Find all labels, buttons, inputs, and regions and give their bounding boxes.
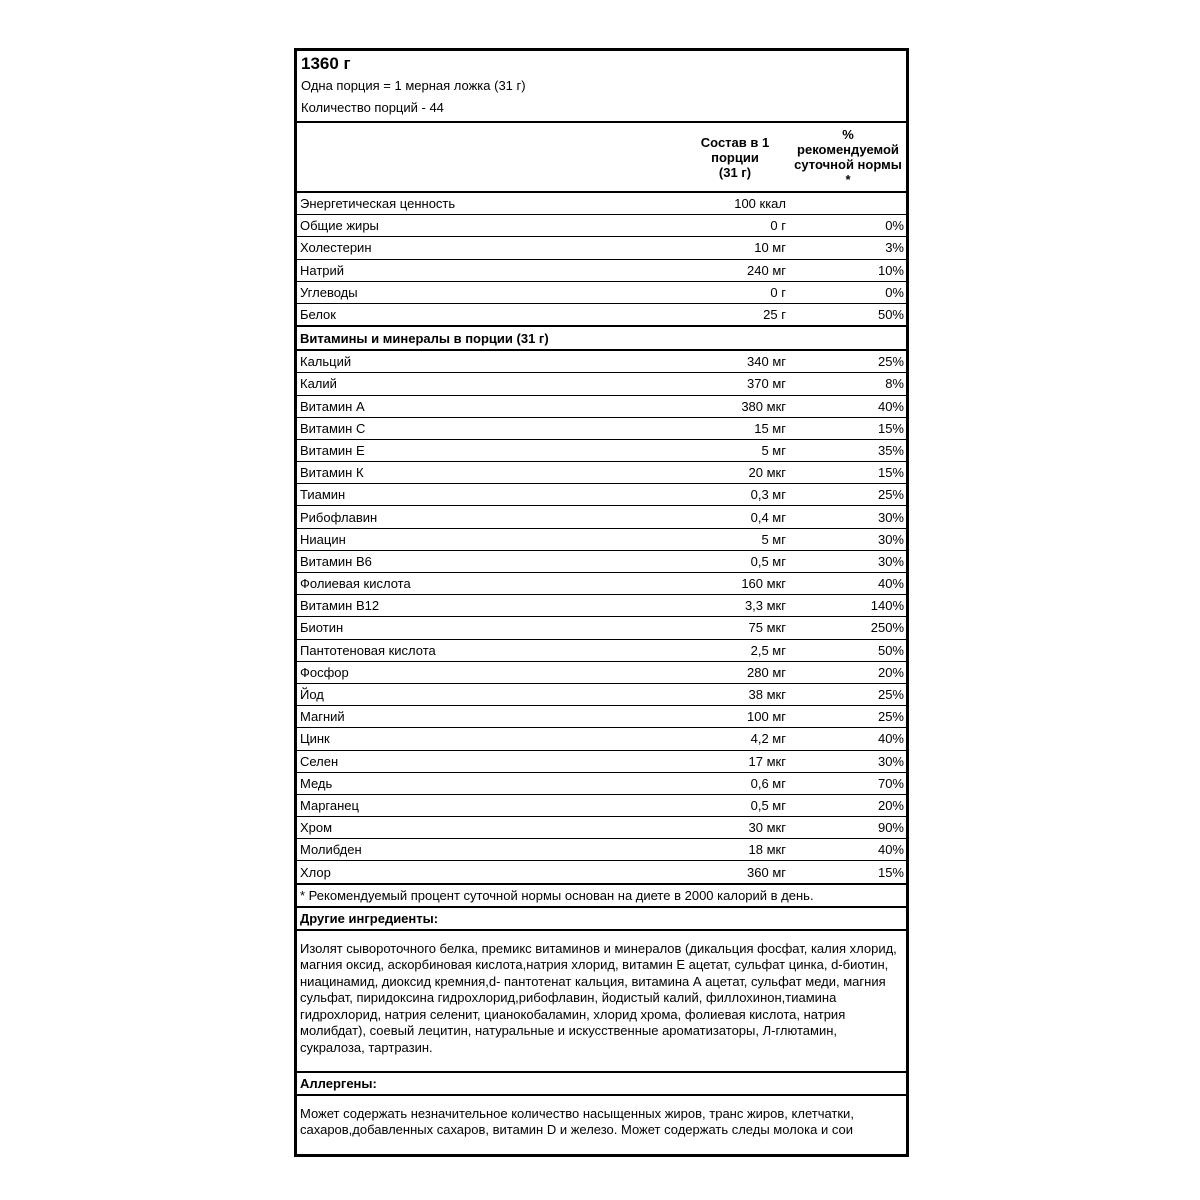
nutrient-amount: 0,6 мг (750, 775, 786, 791)
table-row (297, 282, 906, 304)
column-headers (297, 123, 906, 193)
nutrient-daily-value: 25% (877, 487, 904, 503)
nutrient-name: Витамин В12 (300, 598, 380, 614)
table-row (297, 861, 906, 884)
nutrient-name: Фосфор (300, 664, 349, 680)
nutrient-name: Натрий (300, 262, 345, 278)
nutrient-name: Витамин В6 (300, 553, 372, 569)
nutrient-amount: 100 ккал (734, 196, 786, 212)
nutrient-amount: 0,5 мг (750, 553, 786, 569)
table-row (297, 839, 906, 861)
nutrient-daily-value: 25% (877, 354, 904, 370)
nutrient-daily-value: 40% (877, 576, 904, 592)
label-header (297, 51, 906, 123)
amount-column-header (680, 123, 790, 191)
nutrient-name: Углеводы (300, 284, 358, 300)
nutrient-daily-value: 30% (877, 753, 904, 769)
nutrient-name: Магний (300, 709, 345, 725)
nutrient-name: Селен (300, 753, 339, 769)
table-row (297, 304, 906, 327)
nutrient-name: Молибден (300, 842, 362, 858)
nutrient-name: Хром (300, 820, 333, 836)
table-row (297, 351, 906, 373)
nutrient-daily-value: 90% (877, 820, 904, 836)
nutrient-amount: 240 мг (747, 262, 786, 278)
vitamin-rows (297, 351, 906, 885)
table-row (297, 795, 906, 817)
table-row (297, 640, 906, 662)
nutrition-label (294, 48, 909, 1157)
nutrient-amount: 0,4 мг (750, 509, 786, 525)
nutrient-amount: 10 мг (754, 240, 786, 256)
nutrient-daily-value: 50% (877, 642, 904, 658)
nutrient-amount: 0 г (770, 284, 786, 300)
nutrient-daily-value: 40% (877, 842, 904, 858)
nutrient-name: Витамин С (300, 420, 366, 436)
nutrient-name: Холестерин (300, 240, 372, 256)
nutrient-amount: 5 мг (761, 531, 786, 547)
daily-header-line: % (842, 127, 854, 142)
nutrient-name: Энергетическая ценность (300, 196, 456, 212)
nutrient-daily-value: 25% (877, 687, 904, 703)
nutrient-amount: 3,3 мкг (744, 598, 786, 614)
table-row (297, 706, 906, 728)
daily-header-line: рекомендуемой (797, 142, 899, 157)
nutrient-name: Цинк (300, 731, 330, 747)
table-row (297, 396, 906, 418)
table-row (297, 193, 906, 215)
nutrient-daily-value: 250% (870, 620, 904, 636)
nutrient-amount: 0,5 мг (750, 797, 786, 813)
name-column-header (297, 123, 680, 191)
amount-header-line: (31 г) (718, 164, 752, 180)
nutrient-amount: 160 мкг (741, 576, 786, 592)
table-row (297, 728, 906, 750)
daily-header-line: * (845, 172, 851, 187)
nutrient-amount: 100 мг (747, 709, 786, 725)
table-row (297, 506, 906, 528)
nutrient-daily-value: 8% (885, 376, 904, 392)
nutrient-amount: 2,5 мг (750, 642, 786, 658)
nutrient-name: Йод (300, 687, 324, 703)
nutrient-daily-value: 25% (877, 709, 904, 725)
nutrient-daily-value: 15% (877, 465, 904, 481)
nutrient-name: Кальций (300, 354, 352, 370)
amount-header-line: Состав в 1 (700, 134, 770, 150)
nutrient-amount: 380 мкг (741, 398, 786, 414)
nutrient-name: Биотин (300, 620, 344, 636)
table-row (297, 418, 906, 440)
servings-count: Количество порций - 44 (301, 100, 444, 115)
nutrient-amount: 75 мкг (748, 620, 786, 636)
daily-value-footnote: * Рекомендуемый процент суточной нормы основан на диете в 2000 калорий в день. (297, 885, 906, 908)
table-row (297, 751, 906, 773)
nutrient-daily-value: 20% (877, 664, 904, 680)
nutrient-name: Калий (300, 376, 337, 392)
nutrient-name: Хлор (300, 864, 331, 880)
nutrient-amount: 360 мг (747, 864, 786, 880)
ingredients-text: Изолят сывороточного белка, премикс витаминов и минералов (дикальция фосфат, калия хлорид, магния оксид, аскорбиновая кислота,натрия хлорид, витамин Е ацетат, сульфат цинка, d-биотин, ниацинамид, диоксид кремния,d- пантотенат кальция, витамина А ацетат, сульфат меди, магния сульфат, пиридоксина гидрохлорид,рибофлавин, йодистый калий, филлохинон,тиамина гидрохлорид, натрия селенит, цианокобаламин, хлорид хрома, фолиевая кислота, натрия молибдат), соевый лецитин, натуральные и искусственные ароматизаторы, Л-глютамин, сукралоза, тартразин. (297, 931, 906, 1073)
nutrient-daily-value: 50% (877, 307, 904, 323)
nutrient-amount: 15 мг (754, 420, 786, 436)
serving-size: Одна порция = 1 мерная ложка (31 г) (301, 78, 526, 93)
nutrient-rows (297, 193, 906, 327)
nutrient-daily-value: 140% (870, 598, 904, 614)
amount-header-line: порции (711, 149, 759, 165)
nutrient-amount: 30 мкг (748, 820, 786, 836)
nutrient-daily-value: 15% (877, 864, 904, 880)
table-row (297, 817, 906, 839)
nutrient-daily-value: 30% (877, 531, 904, 547)
nutrient-name: Медь (300, 775, 333, 791)
nutrient-amount: 280 мг (747, 664, 786, 680)
table-row (297, 215, 906, 237)
table-row (297, 484, 906, 506)
nutrient-name: Марганец (300, 797, 359, 813)
allergens-title: Аллергены: (297, 1073, 906, 1096)
nutrient-amount: 370 мг (747, 376, 786, 392)
nutrient-amount: 20 мкг (748, 465, 786, 481)
nutrient-daily-value: 30% (877, 553, 904, 569)
nutrient-daily-value: 10% (877, 262, 904, 278)
daily-value-column-header (790, 123, 906, 191)
nutrient-amount: 340 мг (747, 354, 786, 370)
vitamins-section-title: Витамины и минералы в порции (31 г) (297, 327, 906, 351)
table-row (297, 529, 906, 551)
table-row (297, 662, 906, 684)
nutrient-daily-value: 40% (877, 398, 904, 414)
nutrient-daily-value: 0% (885, 284, 904, 300)
nutrient-amount: 17 мкг (748, 753, 786, 769)
table-row (297, 373, 906, 395)
nutrient-daily-value: 20% (877, 797, 904, 813)
table-row (297, 260, 906, 282)
nutrient-daily-value: 35% (877, 442, 904, 458)
nutrient-name: Рибофлавин (300, 509, 378, 525)
allergens-text: Может содержать незначительное количество насыщенных жиров, транс жиров, клетчатки, сахаров,добавленных сахаров, витамин D и железо. Может содержать следы молока и сои (300, 1105, 854, 1138)
package-weight: 1360 г (301, 54, 351, 73)
nutrient-daily-value: 15% (877, 420, 904, 436)
table-row (297, 773, 906, 795)
nutrient-daily-value: 0% (885, 218, 904, 234)
nutrient-name: Витамин Е (300, 442, 365, 458)
nutrient-name: Витамин А (300, 398, 365, 414)
nutrient-name: Пантотеновая кислота (300, 642, 436, 658)
nutrient-name: Белок (300, 307, 336, 323)
nutrient-name: Тиамин (300, 487, 346, 503)
nutrient-daily-value: 30% (877, 509, 904, 525)
nutrient-amount: 0,3 мг (750, 487, 786, 503)
nutrient-amount: 38 мкг (748, 687, 786, 703)
daily-header-line: суточной нормы (794, 157, 902, 172)
nutrient-amount: 18 мкг (748, 842, 786, 858)
table-row (297, 551, 906, 573)
nutrient-daily-value: 3% (885, 240, 904, 256)
nutrient-name: Фолиевая кислота (300, 576, 411, 592)
table-row (297, 595, 906, 617)
nutrient-name: Общие жиры (300, 218, 379, 234)
nutrient-amount: 25 г (763, 307, 786, 323)
nutrient-name: Витамин К (300, 465, 364, 481)
nutrient-amount: 0 г (770, 218, 786, 234)
nutrient-daily-value: 70% (877, 775, 904, 791)
table-row (297, 573, 906, 595)
table-row (297, 462, 906, 484)
nutrient-daily-value: 40% (877, 731, 904, 747)
table-row (297, 684, 906, 706)
table-row (297, 440, 906, 462)
nutrient-name: Ниацин (300, 531, 346, 547)
table-row (297, 237, 906, 259)
nutrient-amount: 4,2 мг (750, 731, 786, 747)
nutrient-amount: 5 мг (761, 442, 786, 458)
ingredients-title: Другие ингредиенты: (297, 908, 906, 931)
table-row (297, 617, 906, 639)
